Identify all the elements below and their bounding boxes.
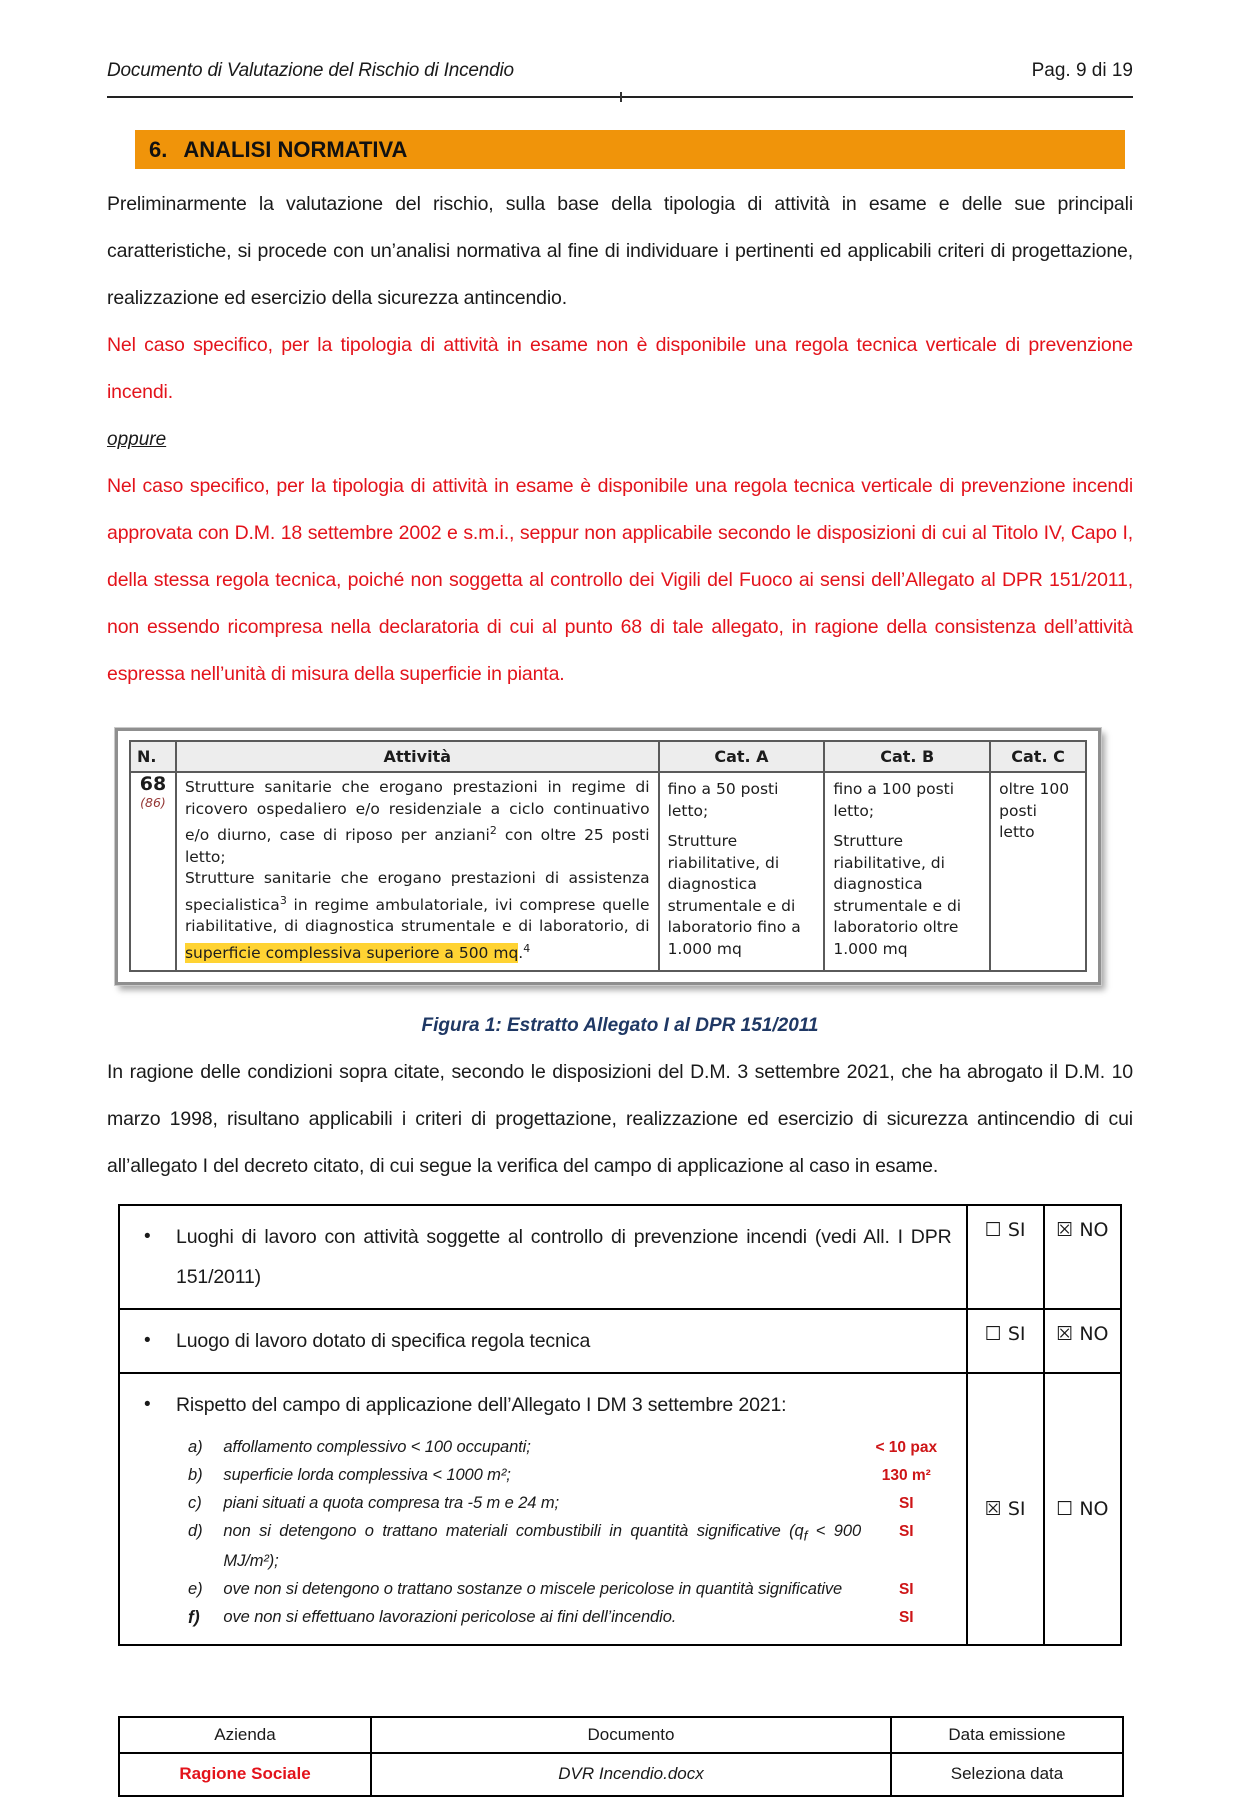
running-header — [107, 60, 1133, 98]
footnote-ref-2: 2 — [489, 824, 497, 837]
figure-dpr-table — [115, 728, 1101, 985]
dpr-activity-description — [176, 772, 659, 971]
checklist-row-1 — [119, 1205, 1121, 1309]
checkbox-no-row-1[interactable]: ☒ NO — [1044, 1205, 1121, 1309]
document-filename: DVR Incendio.docx — [371, 1753, 891, 1796]
sub-item-f: f) ove non si effettuano lavorazioni pericolose ai fini dell’incendio. SI — [188, 1605, 952, 1630]
sub-item-e-value: SI — [898, 1580, 914, 1598]
activity-number-note: (86) — [140, 795, 166, 810]
dpr-col-cat-b: Cat. B — [824, 741, 990, 772]
sub-item-e: e) ove non si detengono o trattano sostanze o miscele pericolose in quantità significative SI — [188, 1577, 952, 1602]
checkbox-si-row-2[interactable]: ☐ SI — [967, 1309, 1044, 1373]
bullet-icon: • — [144, 1394, 151, 1416]
checkbox-si-row-3[interactable]: ☒ SI — [967, 1373, 1044, 1644]
sub-item-c-value: SI — [898, 1495, 914, 1513]
footer-value-row — [119, 1753, 1123, 1796]
dpr-cat-b-cell: fino a 100 posti letto; Strutture riabilitative, di diagnostica strumentale e di laboratorio oltre 1.000 mq — [824, 772, 990, 971]
footer-header-row — [119, 1717, 1123, 1753]
page-number: Pag. 9 di 19 — [1031, 60, 1133, 81]
footer-header-documento: Documento — [371, 1717, 891, 1753]
footnote-ref-3: 3 — [279, 893, 287, 907]
paragraph-red-rtv-available: Nel caso specifico, per la tipologia di attività in esame è disponibile una regola tecnica verticale di prevenzione incendi approvata con D.M. 18 settembre 2002 e s.m.i., seppur non applicabile secondo le disposizioni di cui al Titolo IV, Capo I, della stessa regola tecnica, poiché non soggetta al controllo dei Vigili del Fuoco ai sensi dell’Allegato al DPR 151/2011, non essendo ricompresa nella declaratoria di cui al punto 68 di tale allegato, in ragione della consistenza dell’attività espressa nell’unità di misura della superficie in pianta. — [107, 475, 1133, 685]
checklist-row-2-text: • Luogo di lavoro dotato di specifica regola tecnica — [119, 1309, 967, 1373]
sub-item-b-value: 130 m² — [881, 1467, 931, 1485]
sub-item-a-value: < 10 pax — [875, 1439, 938, 1457]
checkbox-no-row-2[interactable]: ☒ NO — [1044, 1309, 1121, 1373]
company-name-field[interactable]: Ragione Sociale — [119, 1753, 371, 1796]
sub-item-a: a) affollamento complessivo < 100 occupanti; < 10 pax — [188, 1435, 952, 1460]
footer-header-azienda: Azienda — [119, 1717, 371, 1753]
section-number: 6. — [149, 136, 168, 162]
oppure-label: oppure — [107, 429, 167, 450]
figure-caption: Figura 1: Estratto Allegato I al DPR 151/2011 — [421, 1015, 819, 1037]
sub-item-d: d) non si detengono o trattano materiali combustibili in quantità significative ($q_f < 900$ MJ/m²); SI — [188, 1519, 952, 1573]
bullet-icon: • — [144, 1226, 151, 1248]
checkbox-si-row-1[interactable]: ☐ SI — [967, 1205, 1044, 1309]
sub-item-c: c) piani situati a quota compresa tra -5 m e 24 m; SI — [188, 1491, 952, 1516]
checklist-row-3-text: • Rispetto del campo di applicazione dell’Allegato I DM 3 settembre 2021: a) affollamento complessivo < 100 occupanti; < 10 pax b) superficie lorda complessiva < 1000 m²; 130 m² c) piani situati a quota compresa tra -5 m e 24 m; SI d) non si detengono o trattano materiali combustibili in quantità significative ($q_f < 900$ MJ/m²); SI e) ove non si detengono o trattano sostanze o miscele pericolose in quantità significative SI f) ove non si effettuano lavorazioni pericolose ai fini dell’incendio. SI — [119, 1373, 967, 1644]
checklist-sub-items — [188, 1435, 952, 1629]
checklist-row-2 — [119, 1309, 1121, 1373]
dpr-cat-c-cell: oltre 100 posti letto — [990, 772, 1086, 971]
checklist-row-1-text: • Luoghi di lavoro con attività soggette al controllo di prevenzione incendi (vedi All. I DPR 151/2011) — [119, 1205, 967, 1309]
activity-number: 68 — [139, 773, 167, 795]
activity-paragraph-2: Strutture sanitarie che erogano prestazioni di assistenza specialistica$^3$ in regime ambulatoriale, ivi comprese quelle riabilitative, di diagnostica strumentale e di laboratorio, di superficie complessiva superiore a 500 mq.$^4$ — [184, 869, 650, 962]
q-f-subscript: f — [803, 1528, 808, 1544]
dpr-activity-number — [130, 772, 176, 971]
footer-table — [118, 1716, 1124, 1797]
dpr-col-cat-c: Cat. C — [990, 741, 1086, 772]
sub-item-f-value: SI — [898, 1608, 914, 1626]
dpr-header-row — [130, 741, 1086, 772]
sub-item-d-value: SI — [898, 1523, 914, 1541]
section-title: ANALISI NORMATIVA — [183, 136, 408, 162]
document-title: Documento di Valutazione del Rischio di Incendio — [107, 60, 514, 81]
dpr-col-n: N. — [130, 741, 176, 772]
footer-header-data-emissione: Data emissione — [891, 1717, 1123, 1753]
body-copy — [107, 181, 1133, 698]
section-heading — [135, 130, 1125, 169]
footnote-ref-4: 4 — [523, 941, 531, 955]
paragraph-dm-2021: In ragione delle condizioni sopra citate, secondo le disposizioni del D.M. 3 settembre 2021, che ha abrogato il D.M. 10 marzo 1998, risultano applicabili i criteri di progettazione, realizzazione ed esercizio di sicurezza antincendio di cui all’allegato I del decreto citato, di cui segue la verifica del campo di applicazione al caso in esame. — [107, 1061, 1133, 1178]
verification-checklist — [118, 1204, 1122, 1645]
emission-date-picker[interactable]: Seleziona data — [891, 1753, 1123, 1796]
bullet-icon: • — [144, 1330, 151, 1352]
activity-paragraph-1: Strutture sanitarie che erogano prestazioni in regime di ricovero ospedaliero e/o residenziale a ciclo continuativo e/o diurno, case di riposo per anziani$^2$ con oltre 25 posti letto; — [184, 778, 650, 866]
paragraph-red-no-rtv: Nel caso specifico, per la tipologia di attività in esame non è disponibile una regola tecnica verticale di prevenzione incendi. — [107, 334, 1133, 403]
dpr-col-attivita: Attività — [176, 741, 659, 772]
sub-item-b: b) superficie lorda complessiva < 1000 m²; 130 m² — [188, 1463, 952, 1488]
dpr-col-cat-a: Cat. A — [659, 741, 825, 772]
header-cell-divider — [620, 92, 622, 102]
dpr-row-68 — [130, 772, 1086, 971]
paragraph-intro: Preliminarmente la valutazione del rischio, sulla base della tipologia di attività in esame e delle sue principali caratteristiche, si procede con un’analisi normativa al fine di individuare i pertinenti ed applicabili criteri di progettazione, realizzazione ed esercizio della sicurezza antincendio. — [107, 193, 1133, 309]
highlighted-text: superficie complessiva superiore a 500 mq — [184, 943, 519, 962]
dpr-cat-a-cell: fino a 50 posti letto; Strutture riabilitative, di diagnostica strumentale e di laboratorio fino a 1.000 mq — [659, 772, 825, 971]
checklist-row-3 — [119, 1373, 1121, 1644]
dpr-allegato-table — [129, 740, 1087, 972]
checkbox-no-row-3[interactable]: ☐ NO — [1044, 1373, 1121, 1644]
